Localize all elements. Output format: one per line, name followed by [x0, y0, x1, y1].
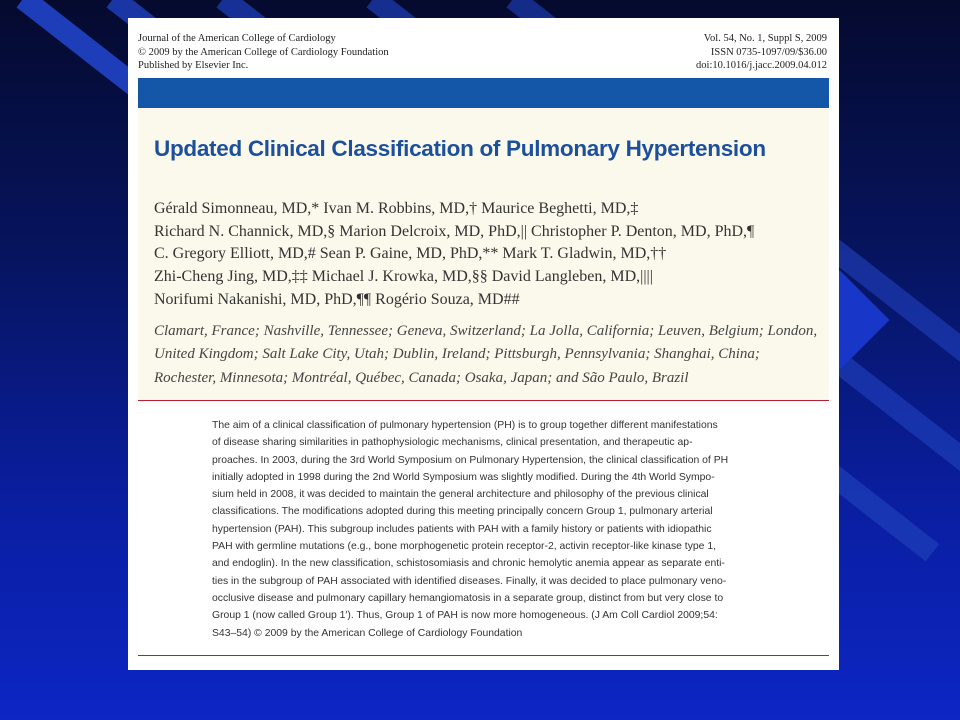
- journal-publisher: Published by Elsevier Inc.: [138, 60, 249, 71]
- abstract-line: of disease sharing similarities in pathophysiologic mechanisms, clinical presentation, and therapeutic ap-: [212, 437, 693, 449]
- journal-issn: ISSN 0735-1097/09/$36.00: [710, 46, 827, 58]
- author-list: [154, 198, 834, 312]
- journal-name: Journal of the American College of Cardiology: [138, 33, 336, 44]
- abstract-line: sium held in 2008, it was decided to maintain the general architecture and philosophy of the previous clinical: [212, 489, 709, 501]
- author-line: Zhi-Cheng Jing, MD,‡‡ Michael J. Krowka, MD,§§ David Langleben, MD,||||: [154, 268, 653, 286]
- journal-doi: doi:10.1016/j.jacc.2009.04.012: [696, 60, 827, 71]
- article-page: [128, 18, 839, 670]
- article-title: Updated Clinical Classification of Pulmonary Hypertension: [154, 136, 766, 161]
- abstract-line: Group 1 (now called Group 1′). Thus, Group 1 of PAH is now more homogeneous. (J Am Coll Cardiol 2009;54:: [212, 610, 718, 622]
- journal-volume: Vol. 54, No. 1, Suppl S, 2009: [703, 33, 827, 44]
- author-line: C. Gregory Elliott, MD,# Sean P. Gaine, MD, PhD,** Mark T. Gladwin, MD,††: [154, 245, 667, 263]
- abstract: [212, 417, 812, 642]
- abstract-line: S43–54) © 2009 by the American College of Cardiology Foundation: [212, 627, 523, 639]
- affiliation-line: Clamart, France; Nashville, Tennessee; Geneva, Switzerland; La Jolla, California; Leuven, Belgium; London,: [154, 323, 818, 339]
- author-line: Richard N. Channick, MD,§ Marion Delcroix, MD, PhD,|| Christopher P. Denton, MD, PhD,¶: [154, 222, 755, 240]
- affiliation-line: Rochester, Minnesota; Montréal, Québec, Canada; Osaka, Japan; and São Paulo, Brazil: [154, 369, 689, 386]
- abstract-line: and endoglin). In the new classification, schistosomiasis and chronic hemolytic anemia appear as separate enti-: [212, 558, 725, 570]
- abstract-line: The aim of a clinical classification of pulmonary hypertension (PH) is to group together different manifestations: [212, 420, 718, 431]
- abstract-line: PAH with germline mutations (e.g., bone morphogenetic protein receptor-2, activin receptor-like kinase type 1,: [212, 541, 717, 553]
- divider-line-bottom: [138, 655, 829, 656]
- journal-info-left: [138, 32, 389, 73]
- abstract-line: ties in the subgroup of PAH associated with identified diseases. Finally, it was decided to place pulmonary veno-: [212, 575, 727, 587]
- author-line: Gérald Simonneau, MD,* Ivan M. Robbins, MD,† Maurice Beghetti, MD,‡: [154, 200, 639, 217]
- abstract-line: initially adopted in 1998 during the 2nd World Symposium was slightly modified. During the 4th World Sympo-: [212, 471, 715, 483]
- abstract-line: occlusive disease and pulmonary capillary hemangiomatosis in a separate group, distinct from but very close to: [212, 592, 724, 604]
- journal-copyright: © 2009 by the American College of Cardiology Foundation: [138, 46, 389, 58]
- abstract-line: proaches. In 2003, during the 3rd World Symposium on Pulmonary Hypertension, the clinical classification of PH: [212, 454, 729, 466]
- affiliation-line: United Kingdom; Salt Lake City, Utah; Dublin, Ireland; Pittsburgh, Pennsylvania; Shanghai, China;: [154, 346, 760, 363]
- header-color-bar: [138, 78, 829, 108]
- author-line: Norifumi Nakanishi, MD, PhD,¶¶ Rogério Souza, MD##: [154, 290, 520, 308]
- abstract-line: hypertension (PAH). This subgroup includes patients with PAH with a family history or patients with idiopathic: [212, 523, 712, 535]
- divider-line-top: [138, 400, 829, 401]
- abstract-line: classifications. The modifications adopted during this meeting principally concern Group 1, pulmonary arterial: [212, 506, 713, 518]
- affiliation-list: [154, 320, 834, 390]
- journal-info-right: [696, 32, 827, 73]
